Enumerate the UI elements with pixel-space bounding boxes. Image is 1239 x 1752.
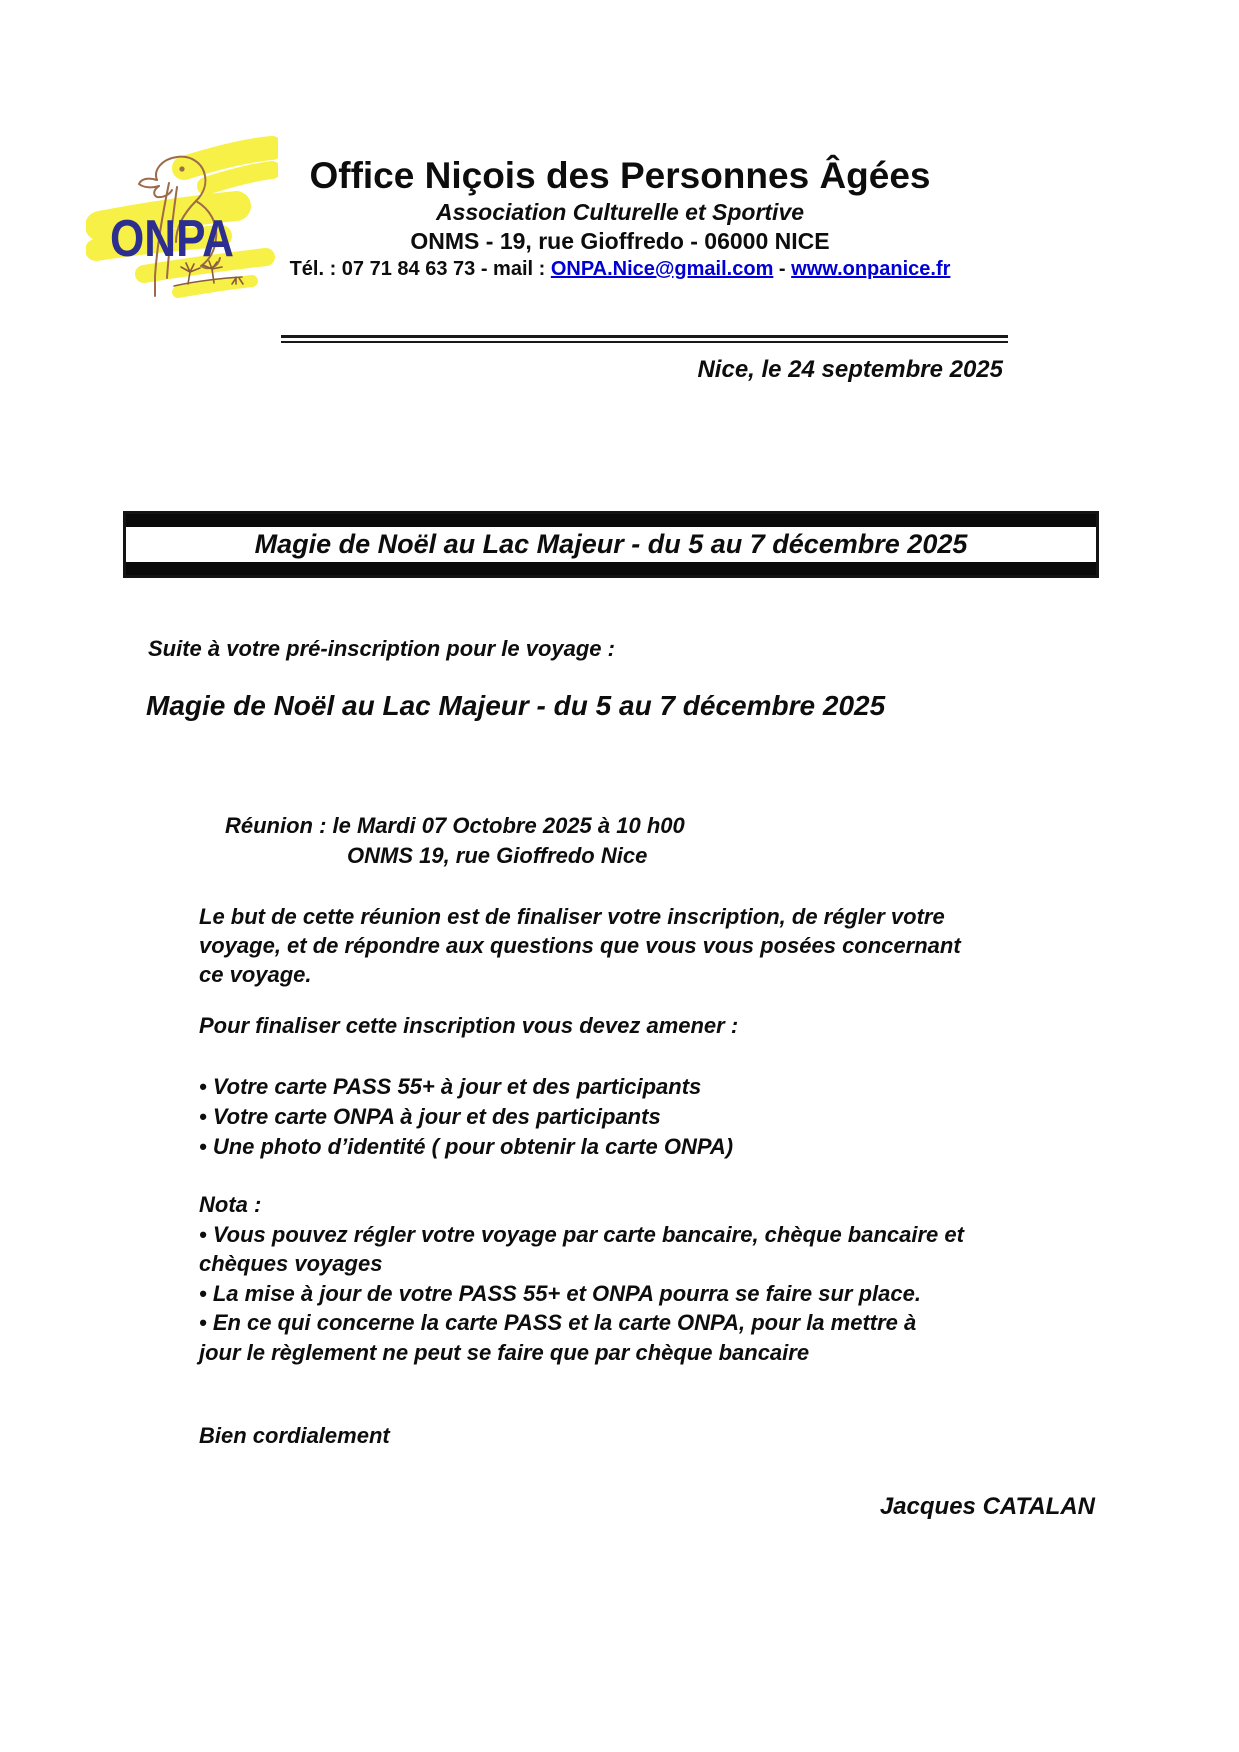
list-item: • Votre carte ONPA à jour et des participants [199,1104,661,1129]
link-separator: - [773,258,792,280]
contact-line [250,256,990,283]
banner-title: Magie de Noël au Lac Majeur - du 5 au 7 décembre 2025 [254,529,968,559]
intro-line: Suite à votre pré-inscription pour le voyage : [148,636,615,661]
header-divider [281,335,1008,343]
organization-title: Office Niçois des Personnes Âgées [309,155,931,196]
meeting-line-1: Réunion : le Mardi 07 Octobre 2025 à 10 h00 [225,813,685,838]
bring-list [199,1072,733,1162]
signature-line: Jacques CATALAN [879,1493,1095,1520]
trip-title: Magie de Noël au Lac Majeur - du 5 au 7 décembre 2025 [146,690,886,721]
nota-line: • Vous pouvez régler votre voyage par carte bancaire, chèque bancaire et [199,1221,964,1247]
nota-label: Nota : [199,1192,262,1217]
bring-intro-line: Pour finaliser cette inscription vous devez amener : [199,1013,739,1038]
email-link[interactable]: ONPA.Nice@gmail.com [550,258,774,280]
letterhead [250,154,990,283]
title-banner [123,511,1099,578]
organization-address: ONMS - 19, rue Gioffredo - 06000 NICE [410,228,830,254]
nota-line: • En ce qui concerne la carte PASS et la carte ONPA, pour la mettre à [199,1310,917,1335]
logo-text: ONPA [110,210,234,268]
purpose-line: ce voyage. [199,962,312,987]
banner-top-bar [126,514,1096,527]
nota-section [199,1190,964,1367]
purpose-paragraph [199,902,961,989]
nota-line: jour le règlement ne peut se faire que par chèque bancaire [199,1339,810,1365]
nota-line: • La mise à jour de votre PASS 55+ et ONPA pourra se faire sur place. [199,1280,921,1306]
organization-subtitle: Association Culturelle et Sportive [435,199,805,225]
closing-line: Bien cordialement [199,1423,390,1448]
purpose-line: Le but de cette réunion est de finaliser votre inscription, de régler votre [199,904,945,929]
nota-line: chèques voyages [199,1251,383,1276]
meeting-line-2: ONMS 19, rue Gioffredo Nice [347,843,648,868]
date-line: Nice, le 24 septembre 2025 [697,356,1003,383]
banner-bottom-bar [126,562,1096,575]
phone-label: Tél. : 07 71 84 63 73 - mail : [289,258,551,280]
purpose-line: voyage, et de répondre aux questions que vous vous posées concernant [199,933,961,958]
list-item: • Votre carte PASS 55+ à jour et des participants [199,1074,702,1099]
list-item: • Une photo d’identité ( pour obtenir la carte ONPA) [199,1134,734,1159]
website-link[interactable]: www.onpanice.fr [791,258,951,280]
